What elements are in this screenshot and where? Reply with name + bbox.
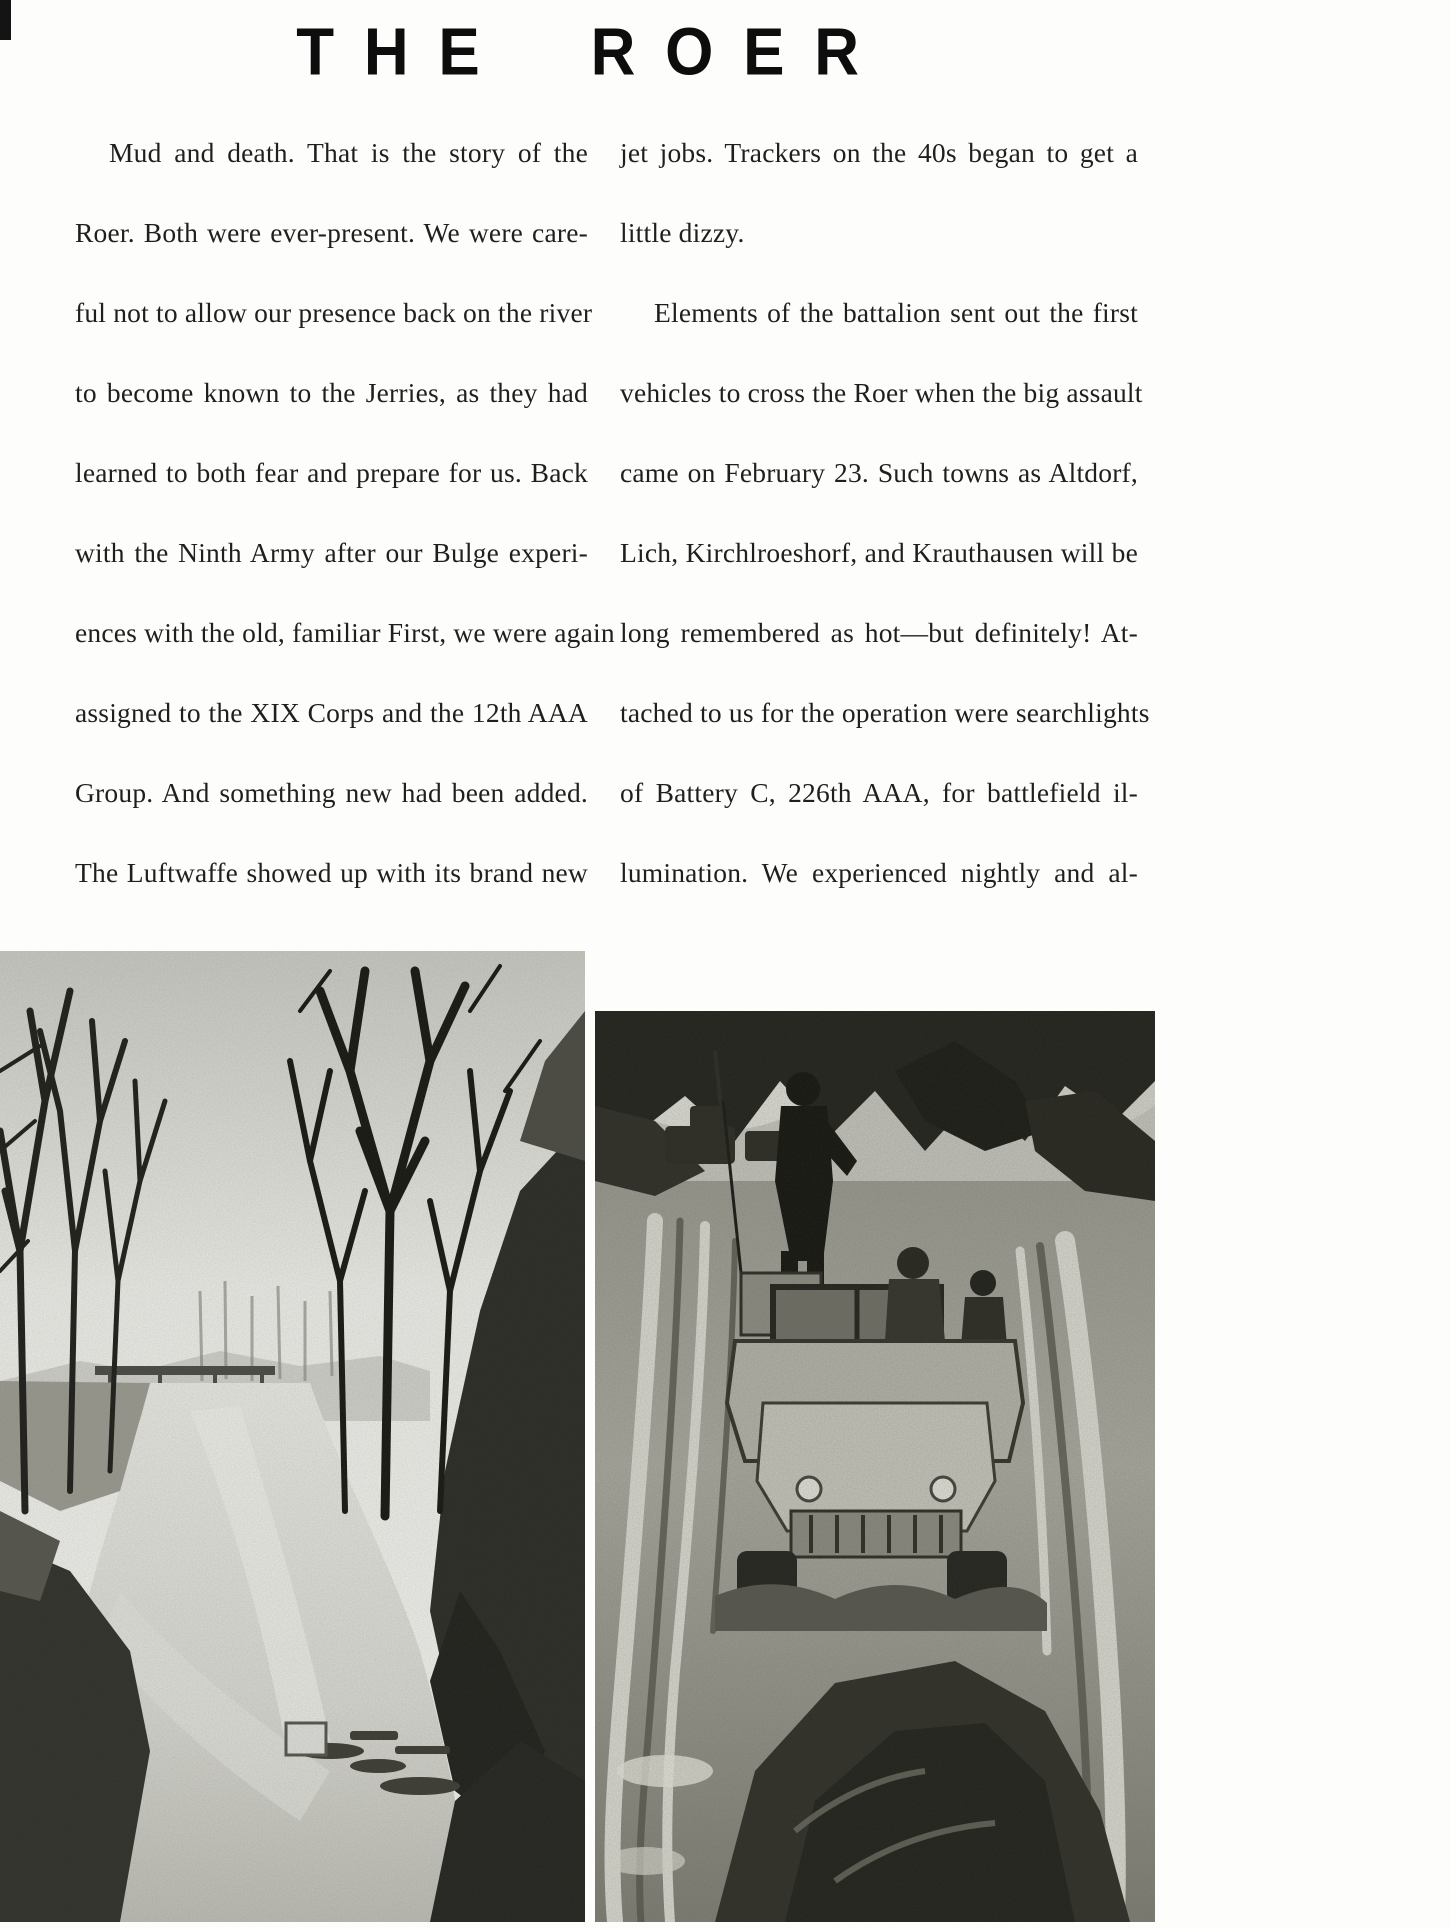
photo-row: [0, 951, 1185, 1922]
roer-river-photo: [0, 951, 585, 1922]
text-line: with the Ninth Army after our Bulge experi-: [75, 537, 588, 568]
left-column: [75, 113, 615, 913]
text-line: tached to us for the operation were searchlights: [620, 697, 1150, 728]
text-line: ences with the old, familiar First, we were again: [75, 617, 615, 648]
text-line: to become known to the Jerries, as they had: [75, 377, 588, 408]
text-line: Mud and death. That is the story of the: [109, 137, 588, 168]
text-line: vehicles to cross the Roer when the big assault: [620, 377, 1143, 408]
text-line: lumination. We experienced nightly and al-: [620, 857, 1138, 888]
page-title: THE ROER: [296, 15, 889, 90]
text-line: ful not to allow our presence back on the river: [75, 297, 593, 328]
text-line: long remembered as hot—but definitely! At-: [620, 617, 1138, 648]
text-line: jet jobs. Trackers on the 40s began to get a: [620, 137, 1138, 168]
page-content: [0, 14, 1185, 1922]
text-line: Lich, Kirchlroeshorf, and Krauthausen will be: [620, 537, 1138, 568]
jeep-mud-illustration: [595, 1011, 1155, 1922]
text-line: Elements of the battalion sent out the first: [654, 297, 1138, 328]
text-line: Group. And something new had been added.: [75, 777, 588, 808]
text-line: learned to both fear and prepare for us. Back: [75, 457, 588, 488]
right-column: [620, 113, 1150, 913]
text-columns: [0, 113, 1185, 913]
text-line: The Luftwaffe showed up with its brand new: [75, 857, 588, 888]
text-line: came on February 23. Such towns as Altdorf,: [620, 457, 1138, 488]
text-line: of Battery C, 226th AAA, for battlefield il-: [620, 777, 1138, 808]
roer-river-illustration: [0, 951, 585, 1922]
jeep-mud-photo: [595, 1011, 1155, 1922]
text-line: assigned to the XIX Corps and the 12th AAA: [75, 697, 588, 728]
text-line: little dizzy.: [620, 217, 745, 248]
text-line: Roer. Both were ever-present. We were care-: [75, 217, 588, 248]
